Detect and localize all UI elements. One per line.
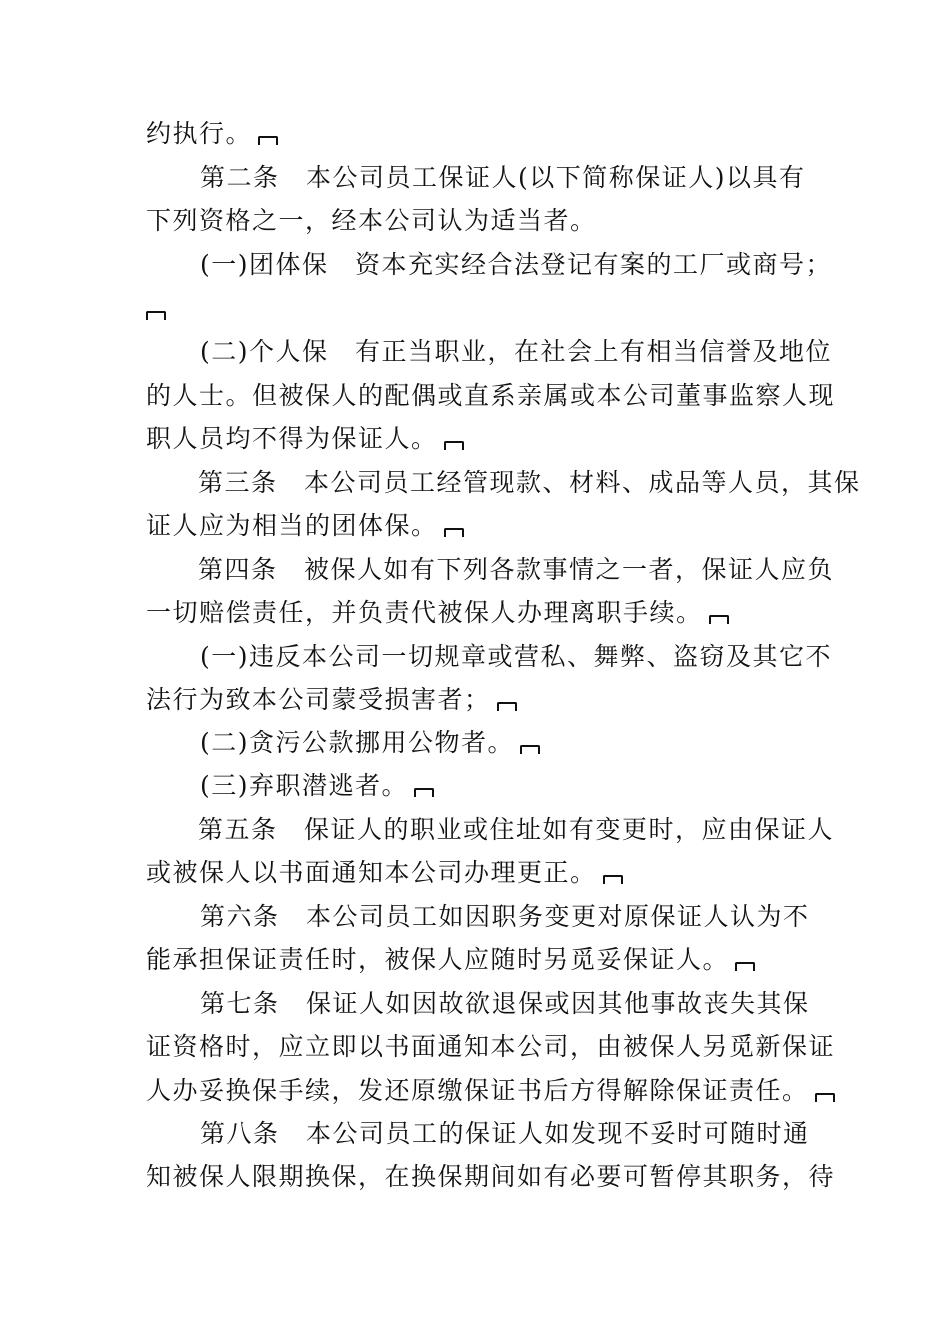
- text-line: (二)个人保 有正当职业，在社会上有相当信誉及地位: [200, 337, 833, 366]
- paragraph-mark-icon: [444, 528, 464, 537]
- text-line: (二)贪污公款挪用公物者。: [200, 726, 540, 760]
- text-line: 第二条 本公司员工保证人(以下简称保证人)以具有: [200, 163, 806, 192]
- paragraph-mark-icon: [709, 615, 729, 624]
- paragraph-mark-icon: [414, 788, 434, 797]
- text-line: 证人应为相当的团体保。: [146, 509, 464, 543]
- text-line: 一切赔偿责任，并负责代被保人办理离职手续。: [146, 596, 729, 630]
- text-line: 人办妥换保手续，发还原缴保证书后方得解除保证责任。: [146, 1074, 835, 1108]
- paragraph-mark-icon: [815, 1093, 835, 1102]
- text-line: 第四条 被保人如有下列各款事情之一者，保证人应负: [198, 555, 835, 584]
- text-line: 的人士。但被保人的配偶或直系亲属或本公司董事监察人现: [146, 381, 836, 410]
- paragraph-mark-icon: [258, 136, 278, 145]
- text-line: (一)团体保 资本充实经合法登记有案的工厂或商号；: [200, 250, 833, 279]
- text-line: 证资格时，应立即以书面通知本公司，由被保人另觅新保证: [146, 1032, 836, 1061]
- text-line: 或被保人以书面通知本公司办理更正。: [146, 856, 623, 890]
- paragraph-mark-icon: [444, 441, 464, 450]
- text-line: 知被保人限期换保，在换保期间如有必要可暂停其职务，待: [146, 1162, 836, 1191]
- text-line: 第五条 保证人的职业或住址如有变更时，应由保证人: [198, 815, 835, 844]
- text-line: 职人员均不得为保证人。: [146, 422, 464, 456]
- paragraph-mark-icon: [497, 702, 517, 711]
- text-line: [146, 292, 166, 326]
- text-line: 第八条 本公司员工的保证人如发现不妥时可随时通: [200, 1119, 810, 1148]
- text-line: 约执行。: [146, 117, 278, 151]
- text-line: (一)违反本公司一切规章或营私、舞弊、盗窃及其它不: [200, 642, 833, 671]
- text-line: (三)弃职潜逃者。: [200, 769, 434, 803]
- text-line: 第七条 保证人如因故欲退保或因其他事故丧失其保: [200, 989, 810, 1018]
- text-line: 能承担保证责任时，被保人应随时另觅妥保证人。: [146, 943, 755, 977]
- text-line: 第三条 本公司员工经管现款、材料、成品等人员，其保: [198, 468, 861, 497]
- text-line: 法行为致本公司蒙受损害者；: [146, 683, 517, 717]
- text-line: 第六条 本公司员工如因职务变更对原保证人认为不: [200, 902, 810, 931]
- text-line: 下列资格之一，经本公司认为适当者。: [146, 206, 597, 235]
- paragraph-mark-icon: [603, 875, 623, 884]
- paragraph-mark-icon: [520, 745, 540, 754]
- paragraph-mark-icon: [146, 311, 166, 320]
- paragraph-mark-icon: [735, 962, 755, 971]
